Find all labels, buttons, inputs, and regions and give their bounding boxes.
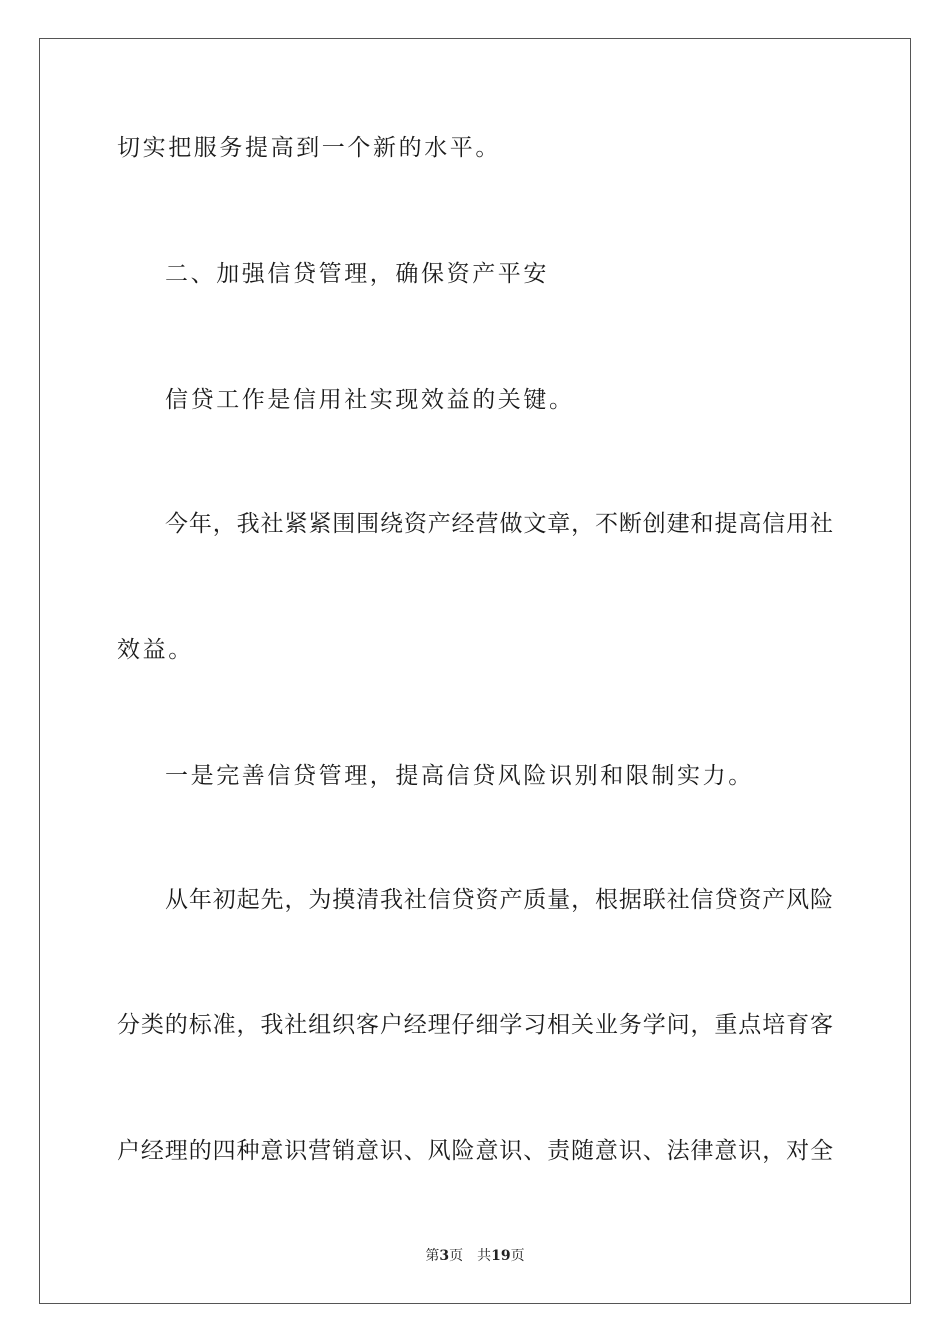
page-number: 3 bbox=[439, 1248, 450, 1264]
body-text-line: 户经理的四种意识营销意识、风险意识、责随意识、法律意识，对全 bbox=[117, 1138, 833, 1164]
body-text-line: 分类的标准，我社组织客户经理仔细学习相关业务学问，重点培育客 bbox=[117, 1012, 833, 1038]
page-border bbox=[39, 38, 911, 1304]
page-footer bbox=[0, 1247, 950, 1265]
body-text-line: 一是完善信贷管理，提高信贷风险识别和限制实力。 bbox=[165, 763, 754, 789]
section-heading: 二、加强信贷管理，确保资产平安 bbox=[165, 261, 549, 287]
body-text-line: 切实把服务提高到一个新的水平。 bbox=[117, 135, 501, 161]
total-suffix: 页 bbox=[510, 1248, 525, 1264]
body-text-line: 从年初起先，为摸清我社信贷资产质量，根据联社信贷资产风险 bbox=[165, 887, 833, 913]
page-prefix: 第 bbox=[425, 1248, 440, 1264]
total-prefix: 共 bbox=[477, 1248, 492, 1264]
page-suffix: 页 bbox=[449, 1248, 464, 1264]
body-text-line: 今年，我社紧紧围围绕资产经营做文章，不断创建和提高信用社 bbox=[165, 511, 833, 537]
body-text-line: 效益。 bbox=[117, 637, 194, 663]
total-pages: 19 bbox=[491, 1248, 511, 1264]
body-text-line: 信贷工作是信用社实现效益的关键。 bbox=[165, 387, 575, 413]
